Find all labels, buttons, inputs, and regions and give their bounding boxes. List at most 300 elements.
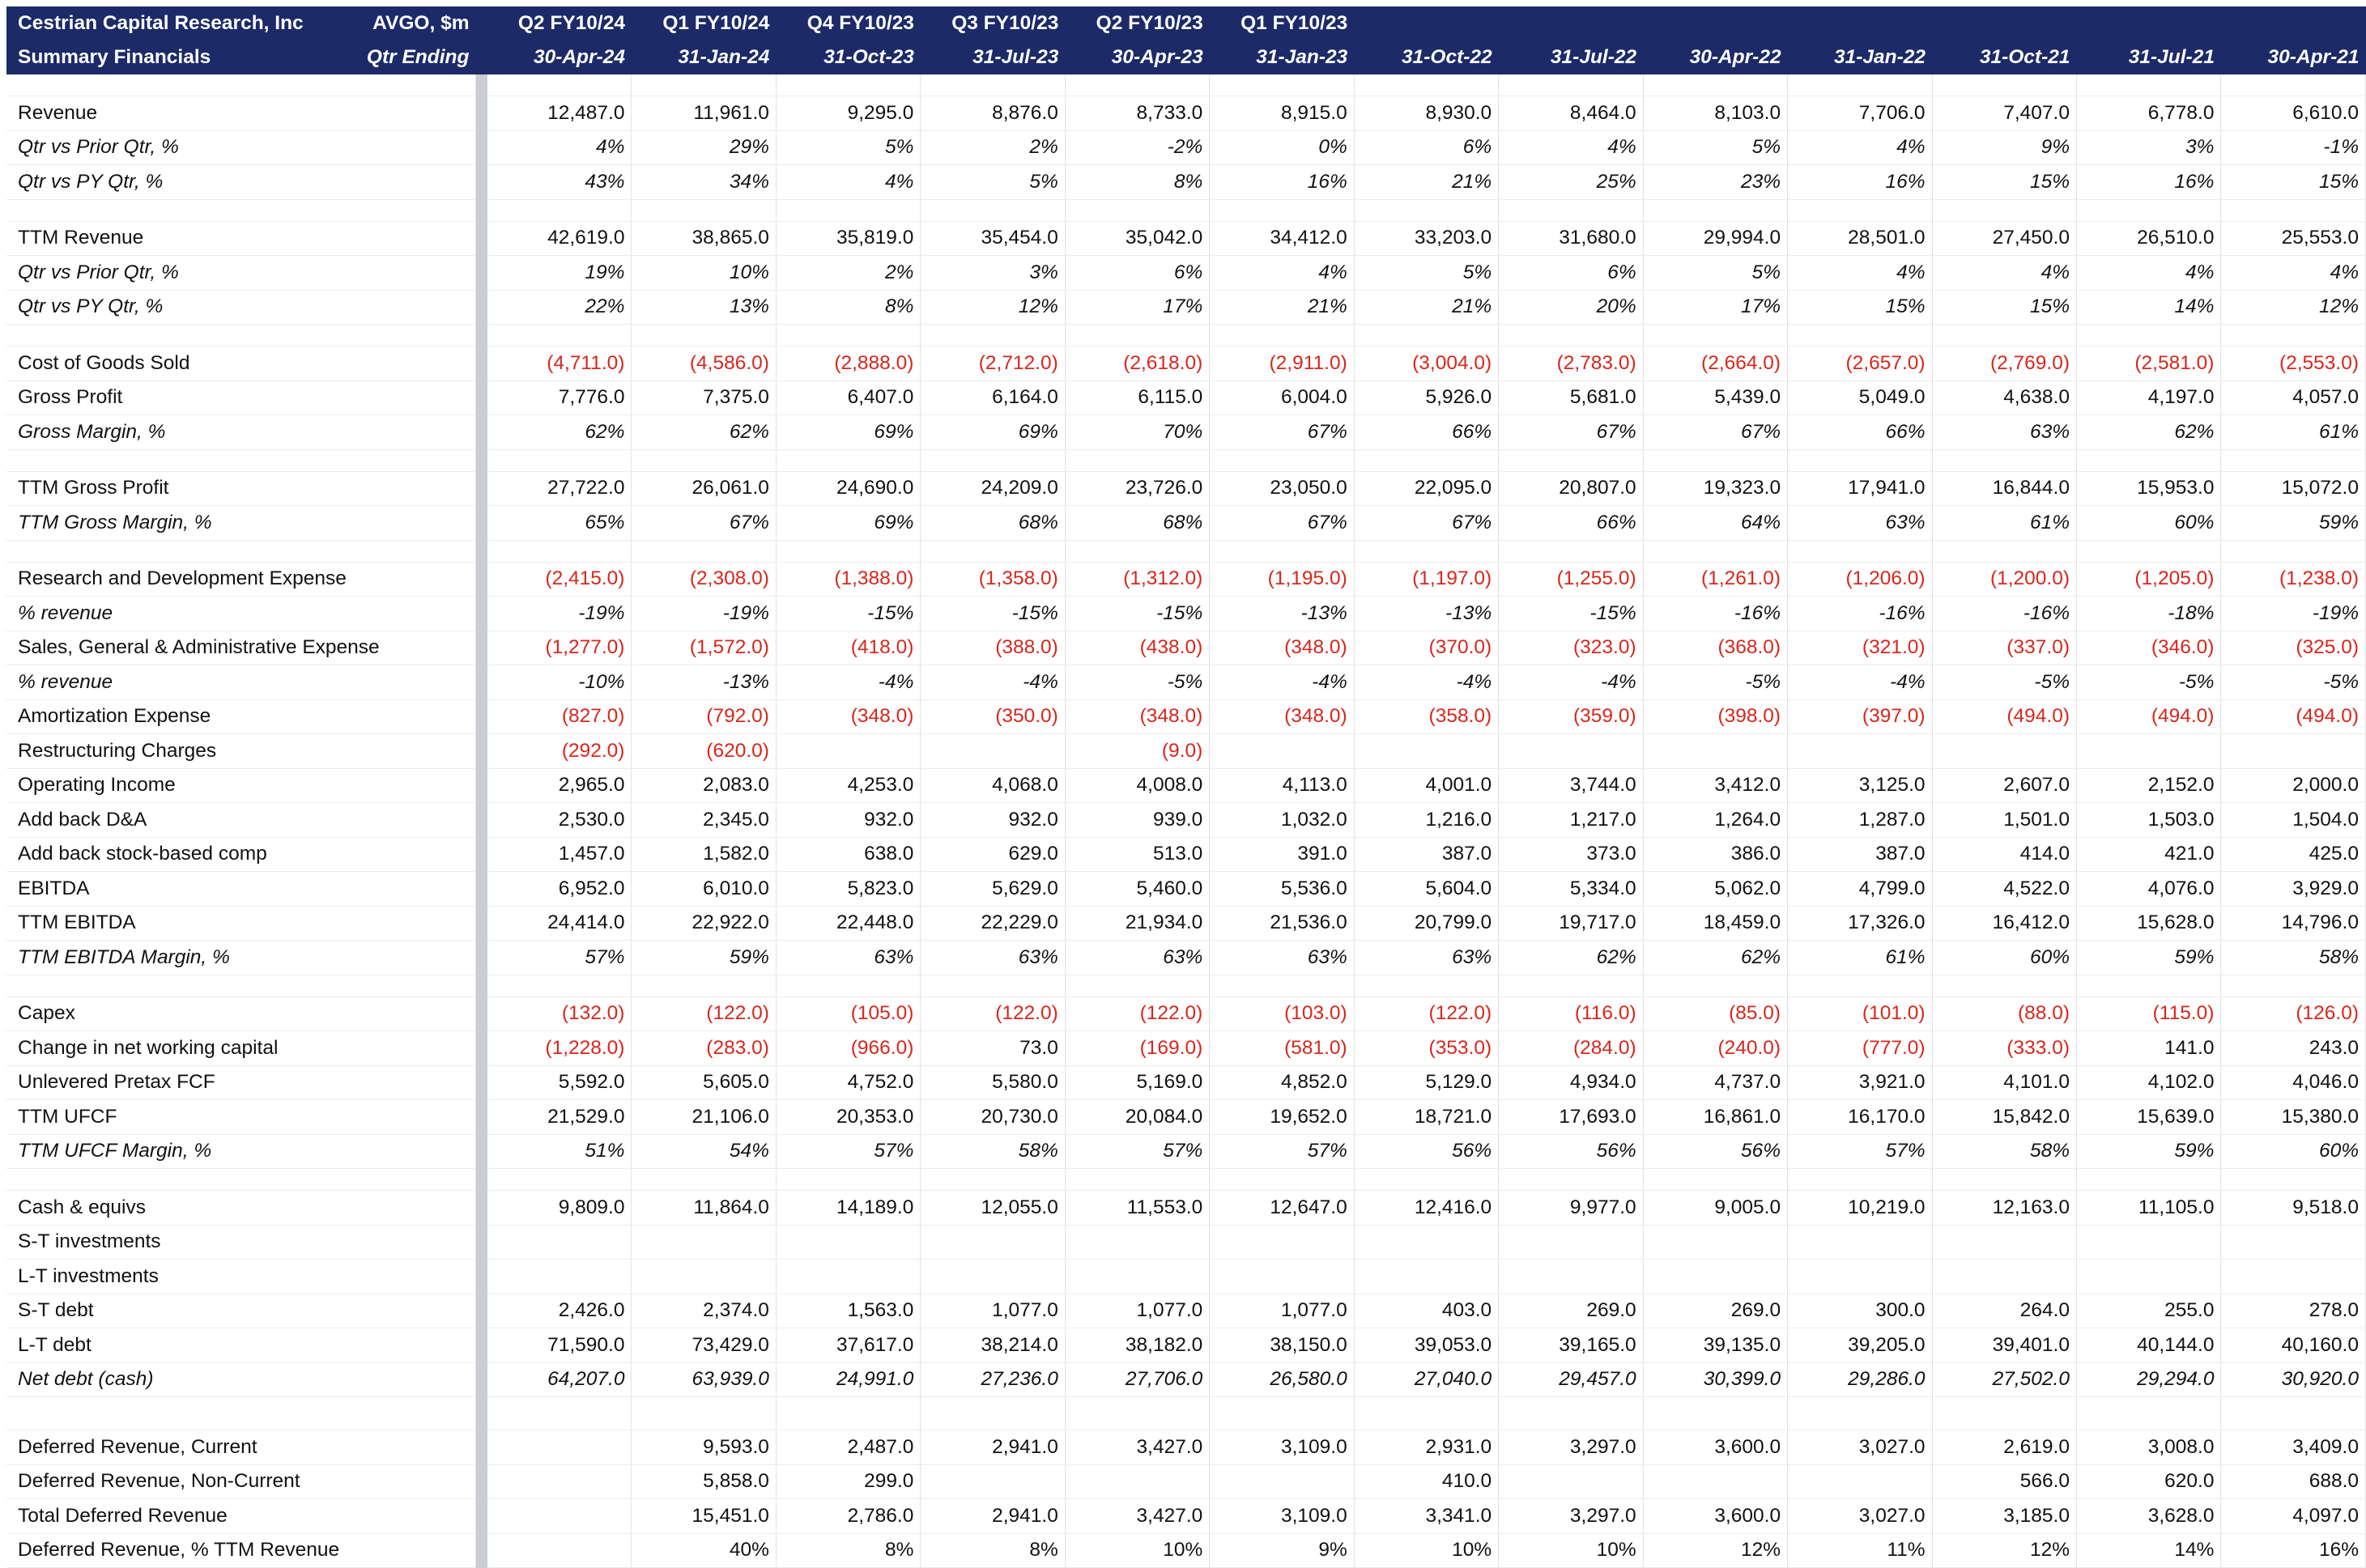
value-cell[interactable]: 4,638.0: [1932, 380, 2076, 415]
value-cell[interactable]: 5,580.0: [921, 1065, 1065, 1100]
empty-cell[interactable]: [1354, 325, 1498, 346]
date-header[interactable]: 31-Oct-21: [1932, 40, 2076, 74]
value-cell[interactable]: (350.0): [921, 699, 1065, 734]
value-cell[interactable]: 16,170.0: [1788, 1100, 1932, 1135]
value-cell[interactable]: 40,144.0: [2077, 1328, 2221, 1363]
value-cell[interactable]: 15,628.0: [2077, 906, 2221, 941]
value-cell[interactable]: (3,004.0): [1354, 346, 1498, 381]
empty-cell[interactable]: [487, 325, 632, 346]
empty-cell[interactable]: [2077, 540, 2221, 562]
value-cell[interactable]: 22,095.0: [1354, 471, 1498, 506]
value-cell[interactable]: 6%: [1499, 256, 1643, 291]
value-cell[interactable]: 16%: [1788, 165, 1932, 200]
value-cell[interactable]: (494.0): [2077, 699, 2221, 734]
value-cell[interactable]: -4%: [1354, 665, 1498, 700]
value-cell[interactable]: 66%: [1354, 415, 1498, 450]
empty-cell[interactable]: [2077, 325, 2221, 346]
date-header[interactable]: 30-Apr-23: [1065, 40, 1209, 74]
empty-cell[interactable]: [921, 74, 1065, 96]
empty-cell[interactable]: [632, 199, 776, 221]
empty-cell[interactable]: [1210, 74, 1354, 96]
row-label[interactable]: Net debt (cash): [6, 1362, 475, 1397]
value-cell[interactable]: 33,203.0: [1354, 221, 1498, 256]
value-cell[interactable]: 15,842.0: [1932, 1100, 2076, 1135]
value-cell[interactable]: 629.0: [921, 837, 1065, 872]
quarter-header[interactable]: [1499, 6, 1643, 40]
value-cell[interactable]: 5,049.0: [1788, 380, 1932, 415]
value-cell[interactable]: -13%: [632, 665, 776, 700]
value-cell[interactable]: 5,604.0: [1354, 872, 1498, 907]
value-cell[interactable]: 1,077.0: [1065, 1294, 1209, 1328]
value-cell[interactable]: 35,819.0: [776, 221, 920, 256]
value-cell[interactable]: (2,712.0): [921, 346, 1065, 381]
empty-cell[interactable]: [1788, 540, 1932, 562]
value-cell[interactable]: 57%: [487, 941, 632, 975]
value-cell[interactable]: 8%: [776, 1533, 920, 1568]
value-cell[interactable]: 7,375.0: [632, 380, 776, 415]
value-cell[interactable]: (1,255.0): [1499, 562, 1643, 597]
value-cell[interactable]: 29,457.0: [1499, 1362, 1643, 1397]
value-cell[interactable]: (333.0): [1932, 1031, 2076, 1066]
value-cell[interactable]: 11,864.0: [632, 1191, 776, 1226]
value-cell[interactable]: (1,200.0): [1932, 562, 2076, 597]
date-header[interactable]: 30-Apr-22: [1643, 40, 1787, 74]
value-cell[interactable]: [487, 1260, 632, 1294]
value-cell[interactable]: 12,487.0: [487, 96, 632, 131]
value-cell[interactable]: 66%: [1788, 415, 1932, 450]
value-cell[interactable]: -5%: [1065, 665, 1209, 700]
empty-cell[interactable]: [1788, 325, 1932, 346]
empty-cell[interactable]: [1788, 449, 1932, 471]
value-cell[interactable]: 5,926.0: [1354, 380, 1498, 415]
empty-cell[interactable]: [1643, 975, 1787, 996]
value-cell[interactable]: 5,460.0: [1065, 872, 1209, 907]
value-cell[interactable]: 24,690.0: [776, 471, 920, 506]
quarter-header[interactable]: [1932, 6, 2076, 40]
empty-cell[interactable]: [776, 1397, 920, 1430]
empty-cell[interactable]: [487, 975, 632, 996]
empty-cell[interactable]: [6, 540, 475, 562]
value-cell[interactable]: 6,407.0: [776, 380, 920, 415]
value-cell[interactable]: [2221, 1260, 2366, 1294]
empty-cell[interactable]: [921, 540, 1065, 562]
value-cell[interactable]: 1,457.0: [487, 837, 632, 872]
value-cell[interactable]: 56%: [1499, 1134, 1643, 1169]
empty-cell[interactable]: [1065, 325, 1209, 346]
value-cell[interactable]: 11,553.0: [1065, 1191, 1209, 1226]
value-cell[interactable]: 43%: [487, 165, 632, 200]
value-cell[interactable]: 69%: [921, 415, 1065, 450]
value-cell[interactable]: 9%: [1932, 130, 2076, 165]
empty-cell[interactable]: [1643, 540, 1787, 562]
value-cell[interactable]: 1,563.0: [776, 1294, 920, 1328]
value-cell[interactable]: [1499, 734, 1643, 769]
value-cell[interactable]: 3,109.0: [1210, 1430, 1354, 1465]
value-cell[interactable]: 58%: [2221, 941, 2366, 975]
value-cell[interactable]: [1210, 1260, 1354, 1294]
empty-cell[interactable]: [921, 325, 1065, 346]
value-cell[interactable]: (438.0): [1065, 631, 1209, 665]
value-cell[interactable]: 29,994.0: [1643, 221, 1787, 256]
row-label[interactable]: Amortization Expense: [6, 699, 475, 734]
value-cell[interactable]: 14%: [2077, 1533, 2221, 1568]
value-cell[interactable]: 39,205.0: [1788, 1328, 1932, 1363]
value-cell[interactable]: -15%: [1499, 597, 1643, 631]
value-cell[interactable]: 1,077.0: [921, 1294, 1065, 1328]
value-cell[interactable]: 4,101.0: [1932, 1065, 2076, 1100]
row-label[interactable]: S-T debt: [6, 1294, 475, 1328]
value-cell[interactable]: 1,032.0: [1210, 803, 1354, 838]
value-cell[interactable]: 939.0: [1065, 803, 1209, 838]
value-cell[interactable]: 2%: [921, 130, 1065, 165]
empty-cell[interactable]: [487, 74, 632, 96]
empty-cell[interactable]: [1354, 540, 1498, 562]
value-cell[interactable]: 3,427.0: [1065, 1430, 1209, 1465]
value-cell[interactable]: (1,197.0): [1354, 562, 1498, 597]
empty-cell[interactable]: [1932, 449, 2076, 471]
empty-cell[interactable]: [487, 540, 632, 562]
value-cell[interactable]: 19,717.0: [1499, 906, 1643, 941]
empty-cell[interactable]: [632, 1169, 776, 1191]
row-label[interactable]: TTM UFCF: [6, 1100, 475, 1135]
value-cell[interactable]: (1,261.0): [1643, 562, 1787, 597]
value-cell[interactable]: 21%: [1354, 165, 1498, 200]
value-cell[interactable]: 6,115.0: [1065, 380, 1209, 415]
value-cell[interactable]: (581.0): [1210, 1031, 1354, 1066]
value-cell[interactable]: 62%: [487, 415, 632, 450]
date-header[interactable]: 31-Jan-23: [1210, 40, 1354, 74]
value-cell[interactable]: -13%: [1210, 597, 1354, 631]
value-cell[interactable]: 5,605.0: [632, 1065, 776, 1100]
value-cell[interactable]: (323.0): [1499, 631, 1643, 665]
value-cell[interactable]: 5,334.0: [1499, 872, 1643, 907]
empty-cell[interactable]: [2077, 449, 2221, 471]
value-cell[interactable]: 57%: [776, 1134, 920, 1169]
value-cell[interactable]: 27,722.0: [487, 471, 632, 506]
date-header[interactable]: 31-Jul-22: [1499, 40, 1643, 74]
value-cell[interactable]: 8%: [776, 290, 920, 325]
empty-cell[interactable]: [776, 1169, 920, 1191]
value-cell[interactable]: 141.0: [2077, 1031, 2221, 1066]
value-cell[interactable]: 29,286.0: [1788, 1362, 1932, 1397]
value-cell[interactable]: 12,647.0: [1210, 1191, 1354, 1226]
value-cell[interactable]: 15%: [1788, 290, 1932, 325]
value-cell[interactable]: (4,711.0): [487, 346, 632, 381]
value-cell[interactable]: 10,219.0: [1788, 1191, 1932, 1226]
date-header[interactable]: 31-Oct-22: [1354, 40, 1498, 74]
empty-cell[interactable]: [1499, 74, 1643, 96]
empty-cell[interactable]: [1788, 975, 1932, 996]
value-cell[interactable]: 19,323.0: [1643, 471, 1787, 506]
value-cell[interactable]: 67%: [1499, 415, 1643, 450]
value-cell[interactable]: -4%: [1210, 665, 1354, 700]
value-cell[interactable]: 57%: [1065, 1134, 1209, 1169]
empty-cell[interactable]: [6, 1397, 475, 1430]
value-cell[interactable]: 64%: [1643, 506, 1787, 541]
empty-cell[interactable]: [1354, 449, 1498, 471]
value-cell[interactable]: 2,941.0: [921, 1499, 1065, 1534]
value-cell[interactable]: 28,501.0: [1788, 221, 1932, 256]
value-cell[interactable]: (346.0): [2077, 631, 2221, 665]
empty-cell[interactable]: [2077, 199, 2221, 221]
value-cell[interactable]: 5,681.0: [1499, 380, 1643, 415]
value-cell[interactable]: 7,776.0: [487, 380, 632, 415]
value-cell[interactable]: -13%: [1354, 597, 1498, 631]
date-header[interactable]: 31-Jul-21: [2077, 40, 2221, 74]
empty-cell[interactable]: [2077, 1169, 2221, 1191]
value-cell[interactable]: 9,518.0: [2221, 1191, 2366, 1226]
value-cell[interactable]: 7,407.0: [1932, 96, 2076, 131]
value-cell[interactable]: 20,799.0: [1354, 906, 1498, 941]
value-cell[interactable]: 255.0: [2077, 1294, 2221, 1328]
value-cell[interactable]: 5,592.0: [487, 1065, 632, 1100]
value-cell[interactable]: 3,125.0: [1788, 768, 1932, 803]
value-cell[interactable]: 387.0: [1788, 837, 1932, 872]
value-cell[interactable]: 5%: [921, 165, 1065, 200]
value-cell[interactable]: 2,426.0: [487, 1294, 632, 1328]
row-label[interactable]: Gross Profit: [6, 380, 475, 415]
row-label[interactable]: Cash & equivs: [6, 1191, 475, 1226]
value-cell[interactable]: [1210, 1225, 1354, 1260]
value-cell[interactable]: 2,487.0: [776, 1430, 920, 1465]
value-cell[interactable]: (101.0): [1788, 996, 1932, 1031]
empty-cell[interactable]: [6, 325, 475, 346]
value-cell[interactable]: 26,510.0: [2077, 221, 2221, 256]
value-cell[interactable]: (122.0): [1065, 996, 1209, 1031]
value-cell[interactable]: 30,920.0: [2221, 1362, 2366, 1397]
value-cell[interactable]: 566.0: [1932, 1464, 2076, 1499]
empty-cell[interactable]: [632, 540, 776, 562]
empty-cell[interactable]: [1354, 975, 1498, 996]
value-cell[interactable]: 54%: [632, 1134, 776, 1169]
empty-cell[interactable]: [1210, 199, 1354, 221]
value-cell[interactable]: -19%: [487, 597, 632, 631]
value-cell[interactable]: [1932, 1225, 2076, 1260]
value-cell[interactable]: (325.0): [2221, 631, 2366, 665]
empty-cell[interactable]: [1065, 975, 1209, 996]
value-cell[interactable]: (2,769.0): [1932, 346, 2076, 381]
value-cell[interactable]: 18,459.0: [1643, 906, 1787, 941]
value-cell[interactable]: (2,581.0): [2077, 346, 2221, 381]
value-cell[interactable]: (1,277.0): [487, 631, 632, 665]
value-cell[interactable]: 66%: [1499, 506, 1643, 541]
value-cell[interactable]: [1065, 1260, 1209, 1294]
value-cell[interactable]: 2,345.0: [632, 803, 776, 838]
value-cell[interactable]: 2,619.0: [1932, 1430, 2076, 1465]
value-cell[interactable]: 65%: [487, 506, 632, 541]
value-cell[interactable]: -5%: [1643, 665, 1787, 700]
row-label[interactable]: Operating Income: [6, 768, 475, 803]
value-cell[interactable]: (359.0): [1499, 699, 1643, 734]
value-cell[interactable]: 22,922.0: [632, 906, 776, 941]
value-cell[interactable]: (122.0): [1354, 996, 1498, 1031]
value-cell[interactable]: 387.0: [1354, 837, 1498, 872]
header-title-cell[interactable]: [6, 6, 475, 40]
value-cell[interactable]: 9%: [1210, 1533, 1354, 1568]
quarter-header[interactable]: Q2 FY10/23: [1065, 6, 1209, 40]
empty-cell[interactable]: [1932, 975, 2076, 996]
value-cell[interactable]: 1,264.0: [1643, 803, 1787, 838]
empty-cell[interactable]: [1210, 975, 1354, 996]
value-cell[interactable]: 5,629.0: [921, 872, 1065, 907]
row-label[interactable]: % revenue: [6, 665, 475, 700]
value-cell[interactable]: 4,046.0: [2221, 1065, 2366, 1100]
row-label[interactable]: Research and Development Expense: [6, 562, 475, 597]
empty-cell[interactable]: [1210, 1169, 1354, 1191]
value-cell[interactable]: [1499, 1464, 1643, 1499]
value-cell[interactable]: (353.0): [1354, 1031, 1498, 1066]
value-cell[interactable]: 638.0: [776, 837, 920, 872]
empty-cell[interactable]: [6, 199, 475, 221]
value-cell[interactable]: [1643, 734, 1787, 769]
empty-cell[interactable]: [1210, 325, 1354, 346]
value-cell[interactable]: (116.0): [1499, 996, 1643, 1031]
value-cell[interactable]: 299.0: [776, 1464, 920, 1499]
empty-cell[interactable]: [776, 325, 920, 346]
value-cell[interactable]: 6,010.0: [632, 872, 776, 907]
value-cell[interactable]: 4,934.0: [1499, 1065, 1643, 1100]
value-cell[interactable]: 4,852.0: [1210, 1065, 1354, 1100]
value-cell[interactable]: (620.0): [632, 734, 776, 769]
empty-cell[interactable]: [921, 975, 1065, 996]
value-cell[interactable]: 27,706.0: [1065, 1362, 1209, 1397]
value-cell[interactable]: 1,216.0: [1354, 803, 1498, 838]
value-cell[interactable]: 62%: [632, 415, 776, 450]
row-label[interactable]: Qtr vs Prior Qtr, %: [6, 256, 475, 291]
empty-cell[interactable]: [1065, 1169, 1209, 1191]
empty-cell[interactable]: [921, 449, 1065, 471]
value-cell[interactable]: 26,061.0: [632, 471, 776, 506]
value-cell[interactable]: 24,991.0: [776, 1362, 920, 1397]
value-cell[interactable]: 3,427.0: [1065, 1499, 1209, 1534]
quarter-header[interactable]: [1643, 6, 1787, 40]
value-cell[interactable]: (2,888.0): [776, 346, 920, 381]
empty-cell[interactable]: [632, 74, 776, 96]
empty-cell[interactable]: [487, 199, 632, 221]
value-cell[interactable]: 15,953.0: [2077, 471, 2221, 506]
value-cell[interactable]: 60%: [1932, 941, 2076, 975]
value-cell[interactable]: 2,374.0: [632, 1294, 776, 1328]
value-cell[interactable]: [2077, 1225, 2221, 1260]
value-cell[interactable]: 17%: [1643, 290, 1787, 325]
value-cell[interactable]: 23,726.0: [1065, 471, 1209, 506]
value-cell[interactable]: 25,553.0: [2221, 221, 2366, 256]
value-cell[interactable]: 9,005.0: [1643, 1191, 1787, 1226]
value-cell[interactable]: 24,209.0: [921, 471, 1065, 506]
row-label[interactable]: TTM EBITDA: [6, 906, 475, 941]
row-label[interactable]: Add back stock-based comp: [6, 837, 475, 872]
value-cell[interactable]: 20,353.0: [776, 1100, 920, 1135]
value-cell[interactable]: (348.0): [1210, 631, 1354, 665]
value-cell[interactable]: [487, 1225, 632, 1260]
value-cell[interactable]: 62%: [1499, 941, 1643, 975]
row-label[interactable]: Sales, General & Administrative Expense: [6, 631, 475, 665]
value-cell[interactable]: 63%: [921, 941, 1065, 975]
quarter-header[interactable]: Q4 FY10/23: [776, 6, 920, 40]
value-cell[interactable]: 26,580.0: [1210, 1362, 1354, 1397]
value-cell[interactable]: (88.0): [1932, 996, 2076, 1031]
value-cell[interactable]: 243.0: [2221, 1031, 2366, 1066]
empty-cell[interactable]: [1210, 540, 1354, 562]
value-cell[interactable]: (358.0): [1354, 699, 1498, 734]
value-cell[interactable]: 35,454.0: [921, 221, 1065, 256]
empty-cell[interactable]: [1499, 325, 1643, 346]
value-cell[interactable]: 3%: [2077, 130, 2221, 165]
value-cell[interactable]: 56%: [1643, 1134, 1787, 1169]
value-cell[interactable]: -5%: [1932, 665, 2076, 700]
value-cell[interactable]: [776, 734, 920, 769]
value-cell[interactable]: 15,380.0: [2221, 1100, 2366, 1135]
value-cell[interactable]: 4%: [1499, 130, 1643, 165]
value-cell[interactable]: 14%: [2077, 290, 2221, 325]
row-label[interactable]: Unlevered Pretax FCF: [6, 1065, 475, 1100]
empty-cell[interactable]: [1065, 74, 1209, 96]
value-cell[interactable]: 59%: [632, 941, 776, 975]
value-cell[interactable]: 3,412.0: [1643, 768, 1787, 803]
value-cell[interactable]: 23%: [1643, 165, 1787, 200]
value-cell[interactable]: (348.0): [1210, 699, 1354, 734]
value-cell[interactable]: (1,228.0): [487, 1031, 632, 1066]
value-cell[interactable]: 11,961.0: [632, 96, 776, 131]
value-cell[interactable]: 63%: [1932, 415, 2076, 450]
value-cell[interactable]: 61%: [2221, 415, 2366, 450]
value-cell[interactable]: 14,796.0: [2221, 906, 2366, 941]
value-cell[interactable]: 16%: [1210, 165, 1354, 200]
value-cell[interactable]: 3,409.0: [2221, 1430, 2366, 1465]
value-cell[interactable]: 14,189.0: [776, 1191, 920, 1226]
value-cell[interactable]: [1643, 1464, 1787, 1499]
value-cell[interactable]: (240.0): [1643, 1031, 1787, 1066]
value-cell[interactable]: 34%: [632, 165, 776, 200]
value-cell[interactable]: 16%: [2077, 165, 2221, 200]
value-cell[interactable]: (1,238.0): [2221, 562, 2366, 597]
value-cell[interactable]: 16%: [2221, 1533, 2366, 1568]
value-cell[interactable]: 56%: [1354, 1134, 1498, 1169]
value-cell[interactable]: [921, 734, 1065, 769]
empty-cell[interactable]: [921, 199, 1065, 221]
value-cell[interactable]: (126.0): [2221, 996, 2366, 1031]
empty-cell[interactable]: [776, 540, 920, 562]
value-cell[interactable]: 0%: [1210, 130, 1354, 165]
value-cell[interactable]: (122.0): [632, 996, 776, 1031]
value-cell[interactable]: 15%: [1932, 165, 2076, 200]
value-cell[interactable]: [1643, 1260, 1787, 1294]
value-cell[interactable]: (1,388.0): [776, 562, 920, 597]
value-cell[interactable]: 23,050.0: [1210, 471, 1354, 506]
value-cell[interactable]: 68%: [921, 506, 1065, 541]
empty-cell[interactable]: [1932, 74, 2076, 96]
value-cell[interactable]: 64,207.0: [487, 1362, 632, 1397]
value-cell[interactable]: (2,783.0): [1499, 346, 1643, 381]
empty-cell[interactable]: [1210, 1397, 1354, 1430]
value-cell[interactable]: 12%: [1643, 1533, 1787, 1568]
value-cell[interactable]: 2,965.0: [487, 768, 632, 803]
value-cell[interactable]: 10%: [1354, 1533, 1498, 1568]
value-cell[interactable]: (792.0): [632, 699, 776, 734]
value-cell[interactable]: [487, 1499, 632, 1534]
value-cell[interactable]: -18%: [2077, 597, 2221, 631]
value-cell[interactable]: 5,129.0: [1354, 1065, 1498, 1100]
quarter-header[interactable]: Q2 FY10/24: [487, 6, 632, 40]
value-cell[interactable]: 421.0: [2077, 837, 2221, 872]
value-cell[interactable]: 51%: [487, 1134, 632, 1169]
quarter-header[interactable]: Q1 FY10/24: [632, 6, 776, 40]
quarter-header[interactable]: [2221, 6, 2366, 40]
value-cell[interactable]: 4%: [1788, 130, 1932, 165]
value-cell[interactable]: (398.0): [1643, 699, 1787, 734]
value-cell[interactable]: 2,607.0: [1932, 768, 2076, 803]
value-cell[interactable]: 4%: [1932, 256, 2076, 291]
